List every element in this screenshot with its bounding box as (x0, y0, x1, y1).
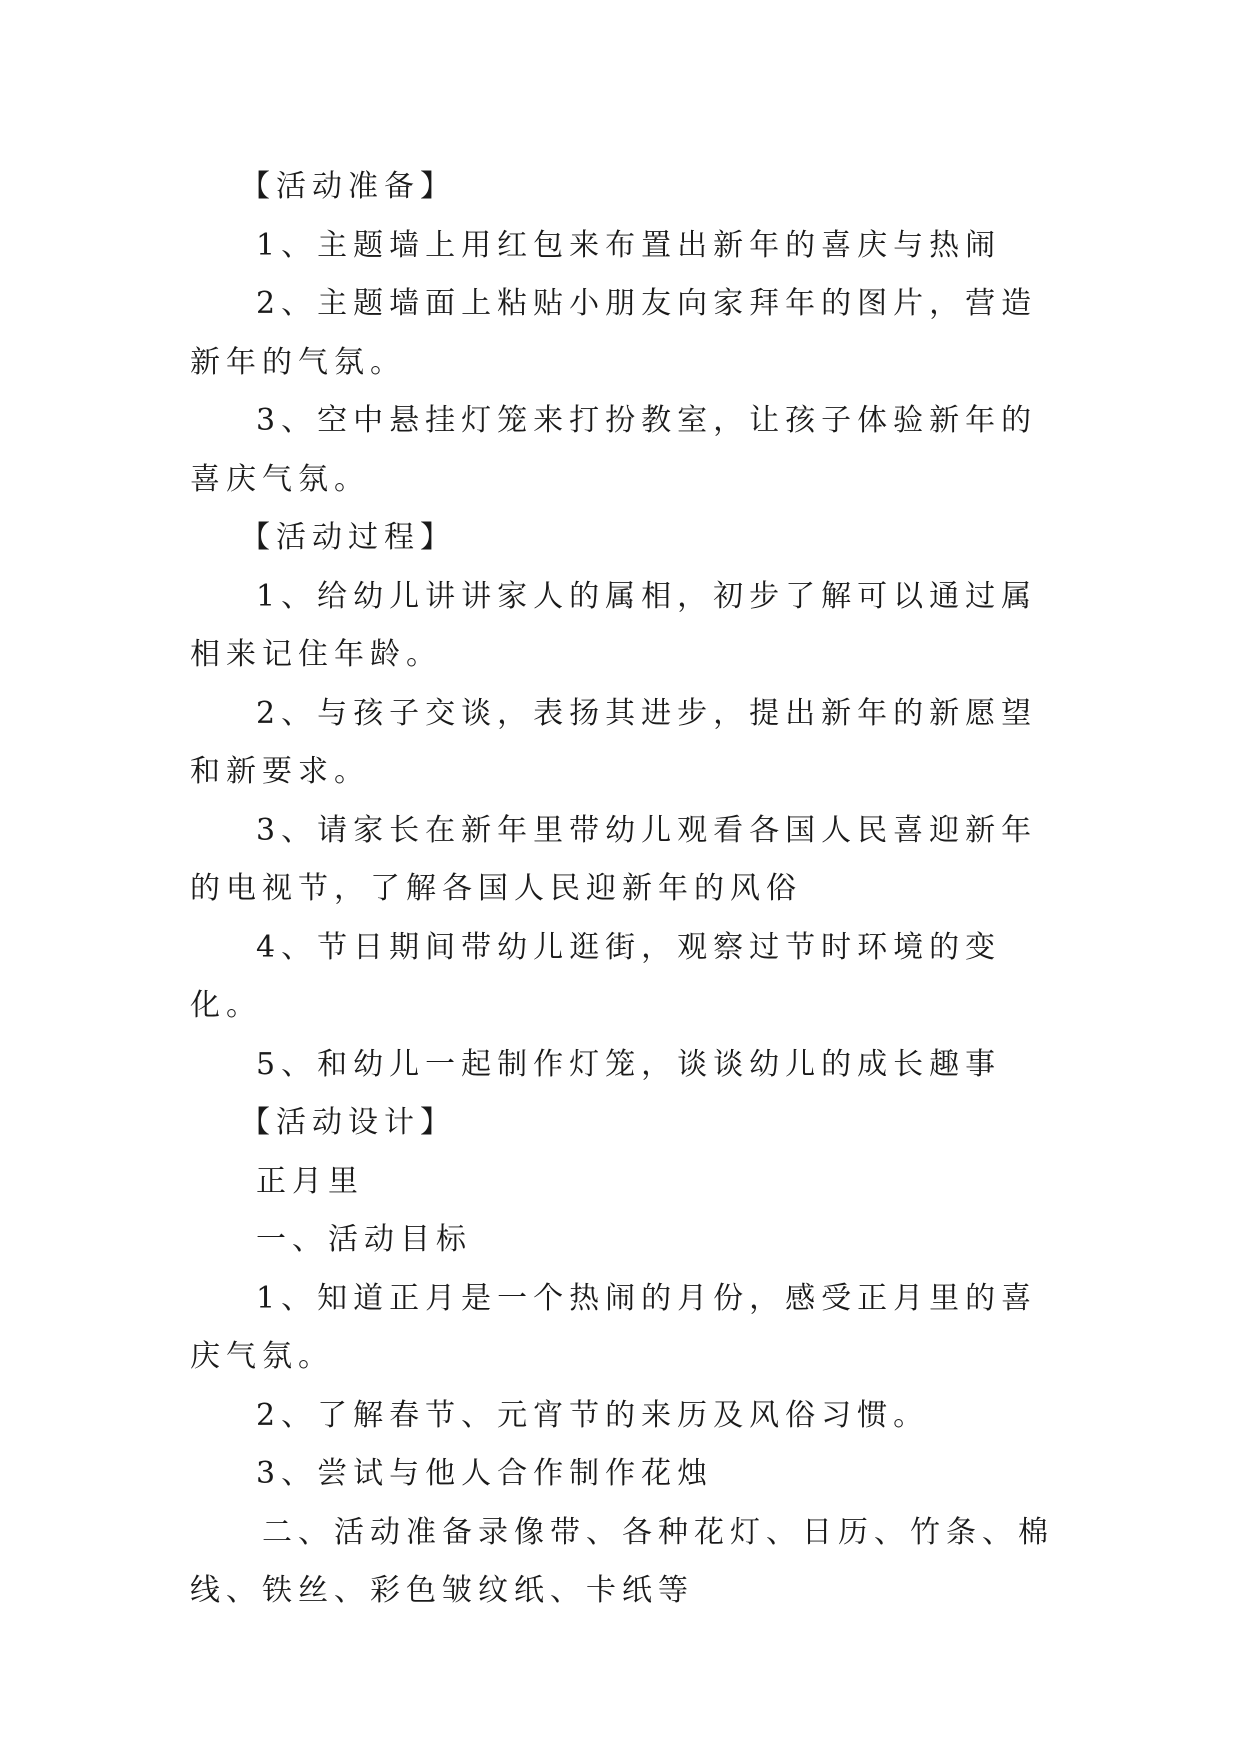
paragraph: 3、空中悬挂灯笼来打扮教室，让孩子体验新年的喜庆气氛。 (190, 403, 1038, 497)
paragraph: 2、主题墙面上粘贴小朋友向家拜年的图片，营造新年的气氛。 (190, 286, 1038, 380)
section-heading-activity-process: 【活动过程】 (240, 520, 456, 555)
paragraph: 二、活动准备录像带、各种花灯、日历、竹条、棉线、铁丝、彩色皱纹纸、卡纸等 (190, 1514, 1054, 1608)
section-heading-activity-design: 【活动设计】 (240, 1105, 456, 1140)
paragraph: 4、节日期间带幼儿逛街，观察过节时环境的变化。 (190, 929, 1002, 1023)
paragraph: 2、与孩子交谈，表扬其进步，提出新年的新愿望和新要求。 (190, 695, 1038, 789)
paragraph: 一、活动目标 (256, 1222, 472, 1257)
paragraph: 1、知道正月是一个热闹的月份，感受正月里的喜庆气氛。 (190, 1280, 1038, 1374)
document-body (190, 158, 1060, 1621)
section-heading-activity-preparation: 【活动准备】 (240, 169, 456, 204)
paragraph: 2、了解春节、元宵节的来历及风俗习惯。 (256, 1397, 930, 1433)
paragraph: 1、给幼儿讲讲家人的属相，初步了解可以通过属相来记住年龄。 (190, 578, 1038, 672)
subtitle-zhengyueli: 正月里 (256, 1163, 364, 1199)
paragraph: 1、主题墙上用红包来布置出新年的喜庆与热闹 (256, 227, 1002, 263)
paragraph: 3、尝试与他人合作制作花烛 (256, 1456, 714, 1491)
paragraph: 5、和幼儿一起制作灯笼，谈谈幼儿的成长趣事 (256, 1046, 1002, 1082)
paragraph: 3、请家长在新年里带幼儿观看各国人民喜迎新年的电视节，了解各国人民迎新年的风俗 (190, 812, 1038, 906)
